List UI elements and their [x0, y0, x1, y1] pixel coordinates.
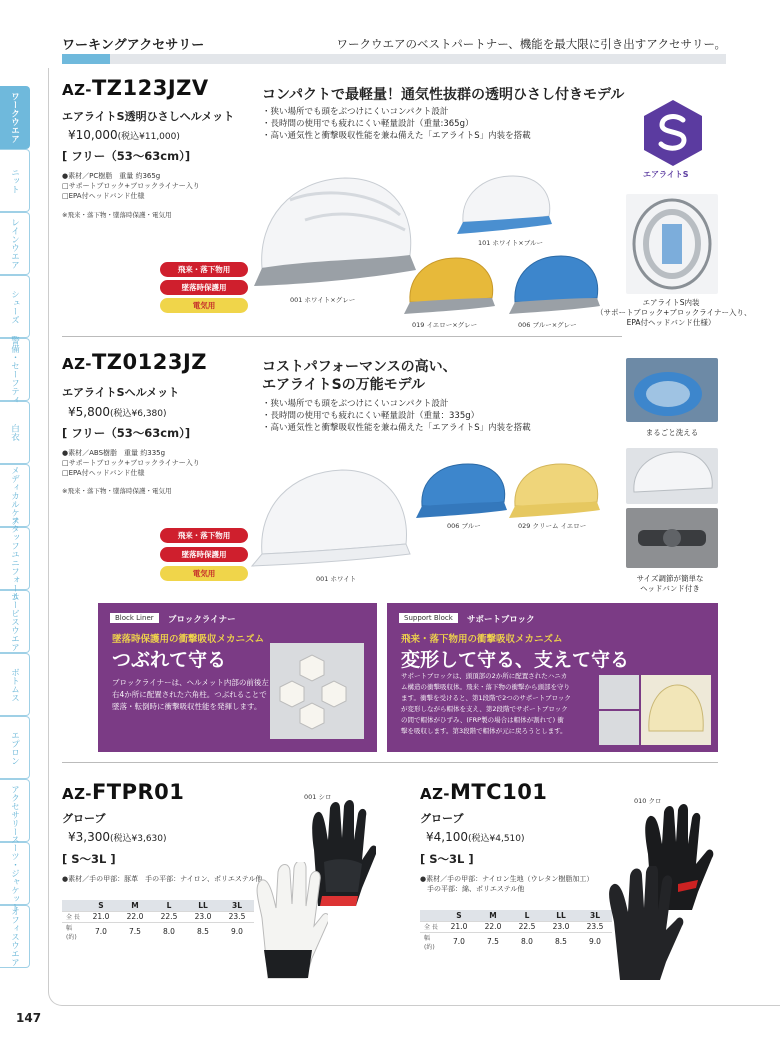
product2-price: ¥5,800(税込¥6,380)	[68, 405, 167, 419]
product2-note: ※飛来・落下物・墜落時保護・電気用	[62, 487, 172, 495]
tab-bottoms[interactable]: ボトムス	[0, 653, 30, 716]
glove2-model: AZ-MTC101	[420, 780, 548, 804]
helmet-white-image	[250, 462, 415, 570]
tab-white-coat[interactable]: 白衣	[0, 401, 30, 464]
product2-spec: ●素材／ABS樹脂 重量 約335g □サポートブロック+ブロックライナー入り □EPA付ヘッドバンド仕様	[62, 449, 200, 477]
page-number: 147	[16, 1011, 42, 1025]
washing-caption: まるごと洗える	[645, 428, 699, 437]
block-liner-label-jp: ブロックライナー	[168, 615, 236, 625]
badge-fall-protection: 墜落時保護用	[160, 280, 248, 295]
badge2-electric: 電気用	[160, 566, 248, 581]
block-liner-image	[270, 643, 364, 739]
glove2-size-table: S M L LL 3L 全 長 21.0 22.0 22.5 23.0 23.5 幅(約) 7.0 7.5 8.0 8.5 9.0	[420, 910, 612, 951]
color-001: 001 ホワイト×グレー	[290, 296, 356, 304]
tab-staff-uniform[interactable]: スタッフユニフォーム	[0, 527, 30, 590]
block-liner-panel	[98, 603, 377, 752]
product1-features: ・狭い場所でも頭をぶつけにくいコンパクト設計 ・長時間の使用でも疲れにくい軽量設計（重量:365g） ・高い通気性と衝撃吸収性能を兼ね備えた「エアライトS」内装を搭載	[262, 107, 531, 141]
color2-006: 006 ブルー	[447, 522, 481, 530]
block-liner-headline: つぶれて守る	[112, 649, 227, 671]
glove1-size: [ S～3L ]	[62, 852, 116, 866]
glove2-color: 010 クロ	[634, 797, 662, 805]
glove1-spec: ●素材／手の甲部：豚革 手の平部：ナイロン、ポリエステル他	[62, 875, 263, 883]
product2-name: エアライトSヘルメット	[62, 386, 180, 399]
helmet-white-blue-image	[455, 170, 555, 236]
product2-features: ・狭い場所でも頭をぶつけにくいコンパクト設計 ・長時間の使用でも疲れにくい軽量設計（重量：335g） ・高い通気性と衝撃吸収性能を兼ね備えた「エアライトS」内装を搭載	[262, 399, 531, 433]
airlight-s-logo-text: エアライトS	[643, 170, 689, 179]
helmet-inner-image	[626, 194, 718, 294]
color-006: 006 ブルー×グレー	[518, 321, 577, 329]
support-block-image-2	[599, 711, 639, 745]
tab-suit-jacket[interactable]: スーツ・ジャケット	[0, 842, 30, 905]
tab-security[interactable]: 警備・セーフティ	[0, 338, 30, 401]
product1-spec: ●素材／PC樹脂 重量 約365g □サポートブロック+ブロックライナー入り □EPA付ヘッドバンド仕様	[62, 172, 200, 200]
category-tabs	[0, 86, 30, 968]
washing-image	[626, 358, 718, 422]
support-block-desc: サポートブロックは、頭頂部の2か所に配置されたハニカ ム構造の衝撃吸収体。飛来・落下物の衝撃から頭部を守り ます。衝撃を受けると、第1段階で2つのサポートブロック が変形しながら帽体を支え、第2段階でサポートブロック の間で帽体がひずみ、(FRP製の場合は帽体が割れて) 衝 撃を吸収します。第3段階で帽体が元に戻ろうとします。	[401, 672, 571, 735]
product1-size: [ フリー（53～63cm）]	[62, 149, 191, 163]
adjuster-caption: サイズ調節が簡単な ヘッドバンド付き	[636, 574, 704, 593]
support-block-image-1	[599, 675, 639, 709]
glove1-name: グローブ	[62, 812, 106, 825]
badge-falling-object: 飛来・落下物用	[160, 262, 248, 277]
glove2-size: [ S～3L ]	[420, 852, 474, 866]
product2-model: AZ-TZ0123JZ	[62, 350, 207, 374]
helmet-blue-gray-image	[505, 252, 605, 316]
block-liner-desc: ブロックライナーは、ヘルメット内部の前後左 右4か所に配置された六角柱。つぶれることで 墜落・転倒時に衝撃吸収性能を発揮します。	[112, 678, 269, 711]
headband-image	[626, 448, 718, 504]
product2-size: [ フリー（53～63cm）]	[62, 426, 191, 440]
helmet-blue-image	[412, 460, 512, 520]
header-bar	[62, 54, 726, 64]
badge-electric: 電気用	[160, 298, 248, 313]
glove1-size-table: S M L LL 3L 全 長 21.0 22.0 22.5 23.0 23.5 幅(約) 7.0 7.5 8.0 8.5 9.0	[62, 900, 254, 941]
support-block-label: Support Block	[399, 613, 458, 623]
block-liner-label: Block Liner	[110, 613, 159, 623]
product1-name: エアライトS透明ひさしヘルメット	[62, 110, 235, 123]
support-block-label-jp: サポートブロック	[467, 615, 535, 625]
tab-apron[interactable]: エプロン	[0, 716, 30, 779]
tab-accessory[interactable]: アクセサリー	[0, 779, 30, 842]
section-tagline: ワークウエアのベストパートナー、機能を最大限に引き出すアクセサリー。	[336, 37, 726, 51]
glove1-model: AZ-FTPR01	[62, 780, 185, 804]
adjuster-image	[626, 508, 718, 568]
glove2-price: ¥4,100(税込¥4,510)	[426, 830, 525, 844]
helmet-cream-yellow-image	[505, 460, 609, 520]
tab-office-wear[interactable]: オフィスウエア	[0, 905, 30, 968]
helmet-white-gray-image	[250, 160, 420, 290]
tab-shoes[interactable]: シューズ	[0, 275, 30, 338]
helmet-yellow-gray-image	[400, 254, 500, 316]
tab-workwear[interactable]: ワークウエア	[0, 86, 30, 149]
glove-black-palm-image	[600, 866, 684, 982]
block-liner-sub: 墜落時保護用の衝撃吸収メカニズム	[112, 634, 265, 645]
support-block-panel	[387, 603, 718, 752]
product1-note: ※飛来・落下物・墜落時保護・電気用	[62, 211, 172, 219]
tab-medical-care[interactable]: メディカルケア	[0, 464, 30, 527]
color-019: 019 イエロー×グレー	[412, 321, 478, 329]
glove2-name: グローブ	[420, 812, 464, 825]
badge2-falling-object: 飛来・落下物用	[160, 528, 248, 543]
section-title: ワーキングアクセサリー	[62, 38, 205, 53]
helmet-inner-caption: エアライトS内装 （サポートブロック+ブロックライナー入り、 EPA付ヘッドバンド仕様）	[596, 298, 752, 327]
glove1-price: ¥3,300(税込¥3,630)	[68, 830, 167, 844]
product1-headline: コンパクトで最軽量！通気性抜群の透明ひさし付きモデル	[262, 87, 625, 103]
badge2-fall-protection: 墜落時保護用	[160, 547, 248, 562]
glove1-color: 001 シロ	[304, 793, 332, 801]
tab-service-wear[interactable]: サービスウエア	[0, 590, 30, 653]
product1-price: ¥10,000(税込¥11,000)	[68, 128, 180, 142]
support-block-headline: 変形して守る、支えて守る	[401, 649, 630, 671]
product1-model: AZ-TZ123JZV	[62, 76, 209, 100]
color-101: 101 ホワイト×ブルー	[478, 239, 543, 247]
product2-headline: コストパフォーマンスの高い、 エアライトSの万能モデル	[262, 359, 457, 393]
support-block-image-3	[641, 675, 711, 745]
tab-knit[interactable]: ニット	[0, 149, 30, 212]
color2-029: 029 クリーム イエロー	[518, 522, 587, 530]
airlight-s-logo	[638, 98, 708, 168]
glove-white-palm-image	[248, 862, 328, 980]
color2-001: 001 ホワイト	[316, 575, 357, 583]
support-block-sub: 飛来・落下物用の衝撃吸収メカニズム	[401, 634, 563, 645]
tab-rainwear[interactable]: レインウエア	[0, 212, 30, 275]
glove2-spec: ●素材／手の甲部：ナイロン生地（ウレタン樹脂加工） 手の平部：綿、ポリエステル他	[420, 875, 594, 893]
